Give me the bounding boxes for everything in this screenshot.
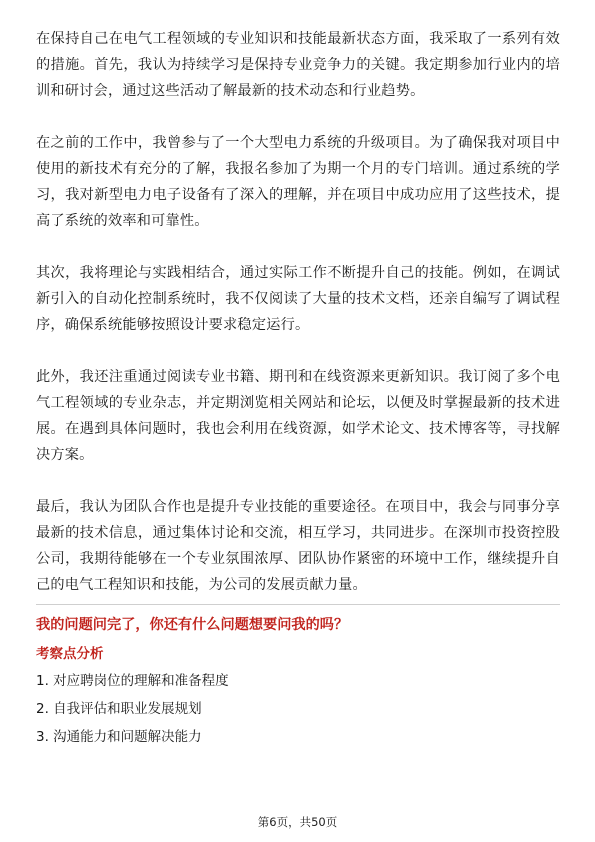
page-content [36, 26, 560, 749]
page-number-footer: 第6页，共50页 [257, 815, 338, 829]
paragraph-2: 在之前的工作中，我曾参与了一个大型电力系统的升级项目。为了确保我对项目中使用的新技术有充分的了解，我报名参加了为期一个月的专门培训。通过系统的学习，我对新型电力电子设备有了深入的理解，并在项目中成功应用了这些技术，提高了系统的效率和可靠性。 [36, 135, 560, 229]
paragraph-3: 其次，我将理论与实践相结合，通过实际工作不断提升自己的技能。例如，在调试新引入的自动化控制系统时，我不仅阅读了大量的技术文档，还亲自编写了调试程序，确保系统能够按照设计要求稳定运行。 [36, 265, 560, 333]
analysis-item-3: 3. 沟通能力和问题解决能力 [36, 729, 202, 745]
analysis-item-2: 2. 自我评估和职业发展规划 [36, 701, 202, 717]
interview-question: 我的问题问完了，你还有什么问题想要问我的吗？ [36, 604, 560, 637]
analysis-heading: 考察点分析 [36, 646, 104, 662]
paragraph-1: 在保持自己在电气工程领域的专业知识和技能最新状态方面，我采取了一系列有效的措施。首先，我认为持续学习是保持专业竞争力的关键。我定期参加行业内的培训和研讨会，通过这些活动了解最新的技术动态和行业趋势。 [36, 31, 560, 99]
paragraph-4: 此外，我还注重通过阅读专业书籍、期刊和在线资源来更新知识。我订阅了多个电气工程领域的专业杂志，并定期浏览相关网站和论坛，以便及时掌握最新的技术进展。在遇到具体问题时，我也会利用在线资源，如学术论文、技术博客等，寻找解决方案。 [36, 369, 560, 463]
paragraph-5: 最后，我认为团队合作也是提升专业技能的重要途径。在项目中，我会与同事分享最新的技术信息，通过集体讨论和交流，相互学习，共同进步。在深圳市投资控股公司，我期待能够在一个专业氛围浓厚、团队协作紧密的环境中工作，继续提升自己的电气工程知识和技能，为公司的发展贡献力量。 [36, 499, 560, 593]
analysis-item-1: 1. 对应聘岗位的理解和准备程度 [36, 673, 229, 689]
